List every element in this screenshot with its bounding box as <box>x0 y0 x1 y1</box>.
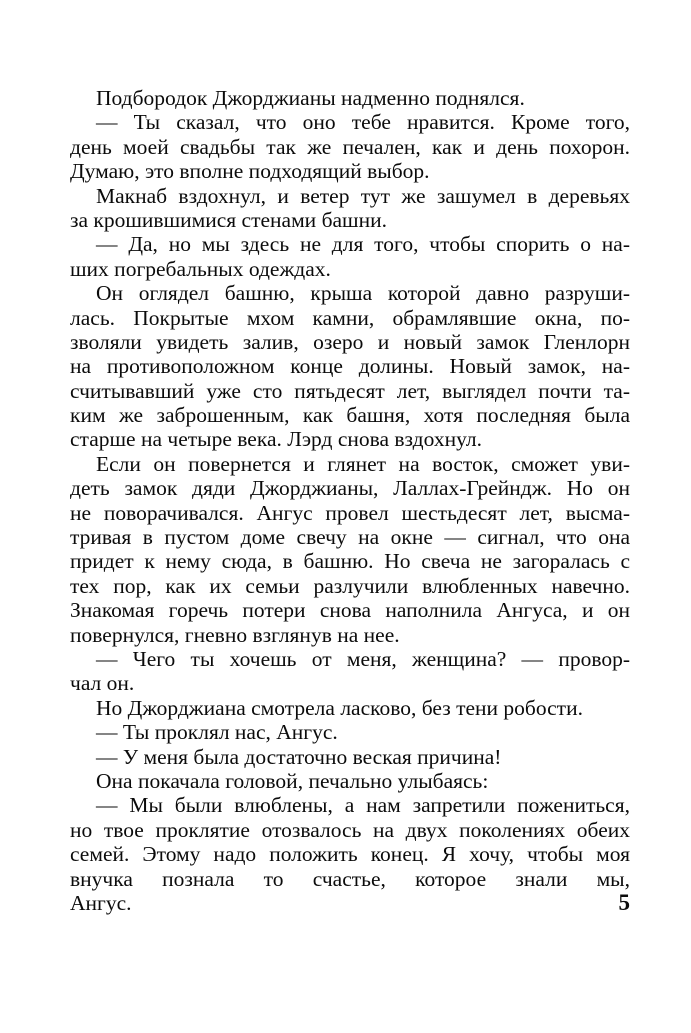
text-line: чал он. <box>70 671 135 696</box>
text-line: Она покачала головой, печально улыбаясь: <box>96 768 489 793</box>
paragraph <box>70 720 630 744</box>
text-line: внучка познала то счастье, которое знали мы, <box>70 866 630 891</box>
text-line: Думаю, это вполне подходящий выбор. <box>70 159 430 184</box>
text-line: тех пор, как их семьи разлучили влюбленных навечно. <box>70 573 630 598</box>
paragraph <box>70 745 630 769</box>
final-line-row <box>70 891 630 915</box>
paragraph <box>70 184 630 233</box>
paragraph <box>70 452 630 647</box>
text-line: считывавший уже сто пятьдесят лет, выглядел почти та- <box>70 378 630 403</box>
paragraph <box>70 696 630 720</box>
text-line: деть замок дяди Джорджианы, Лаллах-Грейндж. Но он <box>70 476 630 501</box>
text-line: лась. Покрытые мхом камни, обрамлявшие окна, по- <box>70 305 630 330</box>
text-line: — Ты проклял нас, Ангус. <box>96 720 338 745</box>
text-line: — Ты сказал, что оно тебе нравится. Кроме того, <box>96 110 630 135</box>
text-line: Знакомая горечь потери снова наполнила Ангуса, и он <box>70 598 630 623</box>
text-line: Ангус. <box>70 890 132 915</box>
text-line: ким же заброшенным, как башня, хотя последняя была <box>70 403 630 428</box>
paragraph <box>70 110 630 183</box>
paragraph <box>70 232 630 281</box>
text-line: семей. Этому надо положить конец. Я хочу, чтобы моя <box>70 842 630 867</box>
text-line: повернулся, гневно взглянув на нее. <box>70 622 400 647</box>
text-line: тривая в пустом доме свечу на окне — сигнал, что она <box>70 525 630 550</box>
text-line: Если он повернется и глянет на восток, сможет уви- <box>96 451 630 476</box>
text-line: — Мы были влюблены, а нам запретили пожениться, <box>96 793 630 818</box>
text-line: не поворачивался. Ангус провел шестьдесят лет, высма- <box>70 500 630 525</box>
text-line: придет к нему сюда, в башню. Но свеча не загоралась с <box>70 549 630 574</box>
text-line: — Чего ты хочешь от меня, женщина? — провор- <box>96 646 630 671</box>
text-line: день моей свадьбы так же печален, как и день похорон. <box>70 134 630 159</box>
text-line: Подбородок Джорджианы надменно поднялся. <box>96 86 525 110</box>
text-line: зволяли увидеть залив, озеро и новый замок Гленлорн <box>70 329 630 354</box>
text-line: но твое проклятие отозвалось на двух поколениях обеих <box>70 817 630 842</box>
page-body <box>70 86 630 915</box>
text-line: ших погребальных одеждах. <box>70 256 331 281</box>
paragraph <box>70 86 630 110</box>
paragraph <box>70 769 630 793</box>
paragraph <box>70 793 630 915</box>
text-line: Он оглядел башню, крыша которой давно разруши- <box>96 281 630 306</box>
page-number: 5 <box>618 889 630 915</box>
text-line: старше на четыре века. Лэрд снова вздохнул. <box>70 427 482 452</box>
paragraph <box>70 281 630 452</box>
paragraph <box>70 647 630 696</box>
text-line: на противоположном конце долины. Новый замок, на- <box>70 354 630 379</box>
text-line: — Да, но мы здесь не для того, чтобы спорить о на- <box>96 232 630 257</box>
text-line: Макнаб вздохнул, и ветер тут же зашумел в деревьях <box>96 183 630 208</box>
text-line: — У меня была достаточно веская причина! <box>96 744 502 769</box>
text-line: Но Джорджиана смотрела ласково, без тени робости. <box>96 695 583 720</box>
text-line: за крошившимися стенами башни. <box>70 207 387 232</box>
